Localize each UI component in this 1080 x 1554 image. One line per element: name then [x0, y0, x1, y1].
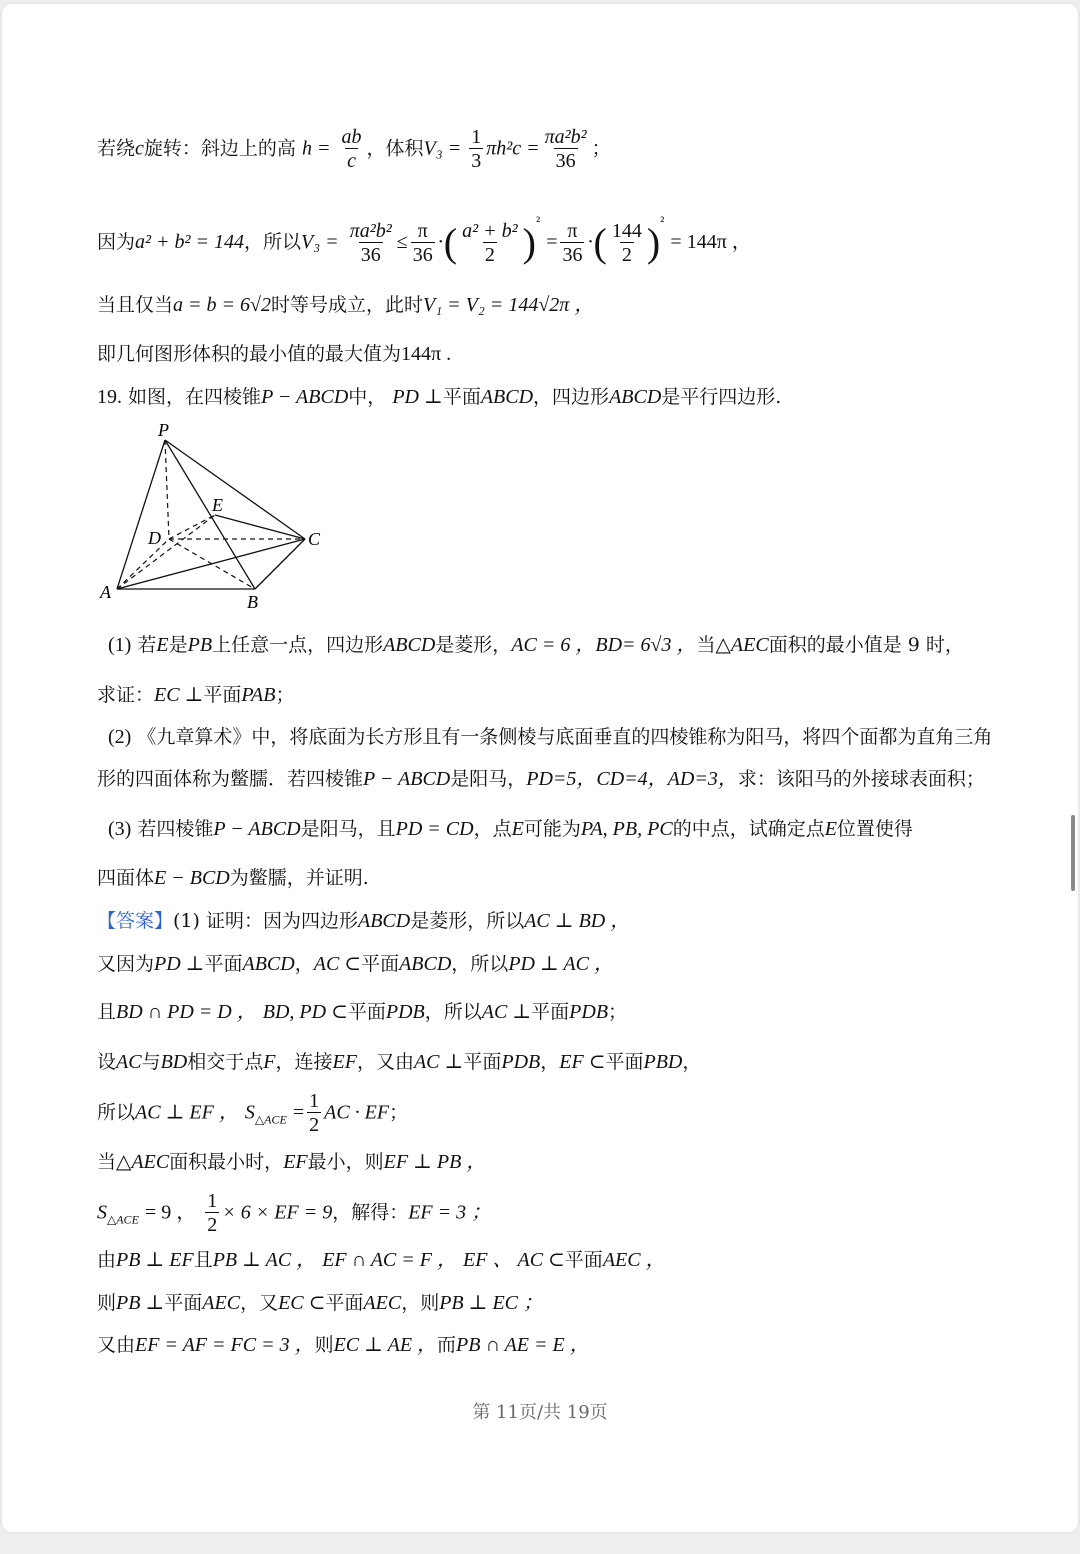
part-1-line-1: [108, 632, 964, 658]
solution-line-3: [97, 292, 594, 318]
text: 所以: [97, 1101, 136, 1124]
text: 的中点，试确定点: [672, 818, 825, 840]
math: P − ABCD: [261, 386, 349, 408]
part-3-line-2: [97, 865, 369, 891]
math: EF: [283, 1151, 308, 1173]
label-P: P: [158, 420, 169, 440]
math: PD = CD: [395, 818, 474, 840]
text: 当且仅当: [97, 294, 174, 316]
text: ，体积: [366, 137, 424, 160]
text: 因为: [97, 231, 136, 253]
math: PD ⊥ AC ，: [508, 953, 614, 975]
text: 旋转：斜边上的高: [143, 137, 296, 160]
answer-line-3: [97, 999, 627, 1025]
text: ，四边形: [533, 386, 610, 408]
answer-line-1: [97, 908, 630, 934]
math: AEC: [363, 1292, 402, 1314]
math: =: [292, 1101, 305, 1124]
part-2-line-2: [97, 766, 985, 792]
answer-line-6: [97, 1149, 486, 1175]
solution-line-4: [97, 341, 451, 367]
math: S: [244, 1101, 255, 1124]
fraction: $\frac{\text{πa²b²}}{36}$: [349, 219, 392, 266]
math: EF ⊥ PB ，: [383, 1151, 487, 1173]
math: △AEC: [715, 634, 769, 656]
text: 即几何图形体积的最小值的最大值为: [97, 343, 402, 365]
text: 上任意一点，四边形: [212, 634, 384, 656]
text: 又由: [97, 1334, 136, 1356]
text: ；: [275, 684, 295, 706]
math: E: [824, 818, 837, 840]
text: 面积最小时，: [169, 1151, 284, 1173]
text: 则: [314, 1334, 334, 1356]
text: 则: [97, 1292, 117, 1314]
text: ，: [540, 1051, 560, 1073]
answer-line-10: [97, 1332, 590, 1358]
text: 求：该阳马的外接球表面积；: [737, 768, 985, 790]
math: AC: [116, 1051, 142, 1073]
math: AC · EF: [324, 1101, 390, 1124]
math: ²: [660, 215, 665, 230]
fraction: $\frac{1}{2}$: [207, 1190, 218, 1236]
part-1-line-2: [97, 682, 295, 708]
math: E − BCD: [154, 867, 230, 889]
math: πh²c =: [486, 137, 540, 160]
math: AC ⊥ EF ，: [135, 1101, 239, 1124]
label-D: D: [148, 528, 161, 548]
fraction: $\frac{\text{a² + b²}}{2}$: [462, 219, 518, 266]
text: ；: [591, 137, 611, 160]
math: PAB: [241, 684, 276, 706]
math: V₃ =: [301, 231, 339, 253]
math: PDB: [385, 1001, 425, 1023]
paren: (: [593, 220, 607, 265]
text: 中，: [348, 386, 387, 408]
math: EF ∩ AC = F ，: [322, 1249, 457, 1271]
label-A: A: [100, 582, 111, 602]
part-label: (3): [108, 818, 132, 840]
math: PB: [187, 634, 213, 656]
text: 与: [141, 1051, 161, 1073]
math: BD, PD ⊂: [262, 1001, 348, 1023]
part-label: (1): [108, 634, 132, 656]
paren: (: [443, 220, 458, 265]
text: 设: [97, 1051, 117, 1073]
math: × 6 × EF = 9: [222, 1201, 333, 1224]
math: PD ⊥: [392, 386, 443, 408]
math: EC ⊂: [278, 1292, 326, 1314]
text: 四面体: [97, 867, 155, 889]
text: 若四棱锥: [137, 818, 214, 840]
math: E: [511, 818, 524, 840]
text: ；: [389, 1101, 409, 1124]
fraction: $\frac{\text{πa²b²}}{36}$: [544, 126, 587, 172]
math: EF 、 AC ⊂: [463, 1249, 565, 1271]
paren: ): [522, 220, 536, 265]
answer-tag: 【答案】: [97, 910, 174, 932]
math: AC = 6 ，: [511, 634, 596, 656]
text: 《九章算术》中，将底面为长方形且有一条侧棱与底面垂直的四棱锥称为阳马，将四个面都为直角三角: [137, 726, 993, 748]
math: F: [263, 1051, 276, 1073]
math: PDB: [569, 1001, 609, 1023]
part-2-line-1: [108, 724, 992, 750]
fraction: $\frac{\pi}{36}$: [412, 219, 433, 266]
text: ；: [608, 1001, 628, 1023]
text: 平面: [361, 953, 400, 975]
math: BD: [160, 1051, 188, 1073]
math: P − ABCD: [213, 818, 301, 840]
text: 是菱形，: [435, 634, 512, 656]
solution-line-1: [97, 126, 611, 173]
math: AEC: [202, 1292, 241, 1314]
math: EF ⊂: [559, 1051, 606, 1073]
math: AC ⊥: [413, 1051, 464, 1073]
text: ，解得：: [332, 1201, 409, 1224]
text: 平面: [325, 1292, 364, 1314]
math: EC ⊥: [154, 684, 204, 706]
math: E: [156, 634, 169, 656]
fraction: $\frac{144}{2}$: [611, 219, 642, 266]
text: 是菱形，所以: [410, 910, 525, 932]
text: 若绕: [97, 137, 136, 160]
math: AC ⊥ BD ，: [524, 910, 631, 932]
fraction: $\frac{\pi}{36}$: [562, 219, 583, 266]
math: ²: [535, 215, 541, 230]
fraction: $\frac{1}{2}$: [309, 1090, 320, 1136]
text: 平面: [203, 684, 242, 706]
text: 若: [137, 634, 157, 656]
math: PB ⊥: [116, 1292, 165, 1314]
scrollbar-thumb[interactable]: [1071, 815, 1075, 891]
text: 平面: [164, 1292, 203, 1314]
answer-line-2: [97, 951, 614, 977]
math: BD ∩ PD = D ，: [116, 1001, 257, 1023]
text: ，: [294, 953, 314, 975]
math: EF = AF = FC = 3 ，: [135, 1334, 315, 1356]
math: PA, PB, PC: [580, 818, 673, 840]
math: △AEC: [116, 1151, 170, 1173]
text: 且: [97, 1001, 117, 1023]
problem-19-title: [97, 384, 781, 410]
text: 又因为: [97, 953, 155, 975]
text: 是阳马，: [450, 768, 527, 790]
text: 由: [97, 1249, 117, 1271]
math: 144π .: [401, 343, 452, 365]
math: EF: [332, 1051, 357, 1073]
fraction: $\frac{1}{3}$: [471, 126, 482, 172]
answer-line-7: [97, 1190, 491, 1237]
text: 面积的最小值是 9 时，: [768, 634, 964, 656]
text: ，则: [401, 1292, 440, 1314]
text: 平面: [204, 953, 243, 975]
math: PB ∩ AE = E ，: [456, 1334, 590, 1356]
math: c: [135, 137, 144, 160]
text: (1) 证明：因为四边形: [173, 910, 358, 932]
text: ，: [682, 1051, 702, 1073]
text: 求证：: [97, 684, 155, 706]
fraction: $\frac{ab}{c}$: [341, 126, 362, 172]
math: EC ⊥ AE ，: [333, 1334, 438, 1356]
text: ，又由: [356, 1051, 414, 1073]
answer-line-9: [97, 1290, 543, 1316]
math: ABCD: [242, 953, 295, 975]
text: 可能为: [523, 818, 581, 840]
math: h =: [301, 137, 331, 160]
math: AEC ，: [602, 1249, 666, 1271]
math: PB ⊥ AC ，: [212, 1249, 317, 1271]
text: 最小，则: [307, 1151, 384, 1173]
text: 时等号成立，此时: [270, 294, 423, 316]
math: P − ABCD: [363, 768, 451, 790]
text: 相交于点: [187, 1051, 264, 1073]
text: 平面: [531, 1001, 570, 1023]
math: EF = 3 ；: [408, 1201, 492, 1224]
math: a² + b² = 144: [135, 231, 244, 253]
math: V₃ =: [423, 137, 467, 160]
paren: ): [646, 220, 661, 265]
label-B: B: [247, 592, 258, 612]
part-label: (2): [108, 726, 132, 748]
text: 形的四面体称为鳖臑．若四棱锥: [97, 768, 364, 790]
math: PBD: [643, 1051, 683, 1073]
math: ABCD: [383, 634, 436, 656]
text: 位置使得: [836, 818, 913, 840]
text: 为鳖臑，并证明.: [229, 867, 369, 889]
math: PD ⊥: [154, 953, 205, 975]
text: 平面: [564, 1249, 603, 1271]
math: PD=5，CD=4，AD=3，: [526, 768, 738, 790]
part-3-line-1: [108, 816, 913, 842]
math: PDB: [501, 1051, 541, 1073]
math: V₁ = V₂ = 144√2π ，: [423, 294, 595, 316]
math: △ACE: [107, 1212, 139, 1227]
math: ABCD: [399, 953, 452, 975]
text: ，连接: [275, 1051, 333, 1073]
math: a = b = 6√2: [173, 294, 271, 316]
text: 平面: [442, 386, 481, 408]
text: ，所以: [451, 953, 509, 975]
text: 是平行四边形.: [661, 386, 782, 408]
text: ，又: [240, 1292, 279, 1314]
text: 当: [696, 634, 716, 656]
math: ABCD: [357, 910, 411, 932]
math: AC ⊥: [481, 1001, 532, 1023]
pyramid-figure: [95, 418, 335, 618]
math: ≤: [396, 231, 408, 253]
answer-line-4: [97, 1049, 701, 1075]
problem-number: 19.: [97, 386, 122, 408]
math: = 144π ，: [670, 231, 752, 253]
math: S: [97, 1201, 107, 1224]
solution-line-2: 因为a² + b² = 144，所以V₃ = $\frac{\text{πa²b²}}{36}$ ≤ $\frac{\pi}{36}$ ·( $\frac{\text{a² + b²}}{2}$ )$^{^2}$ = $\frac{\pi}{36}$ ·( $\frac{144}{2}$ )$^{^2}$ = 144π ，: [97, 215, 752, 266]
label-E: E: [212, 495, 223, 515]
text: 当: [97, 1151, 117, 1173]
text: 平面: [463, 1051, 502, 1073]
math: AC ⊂: [313, 953, 362, 975]
text: ，所以: [424, 1001, 482, 1023]
text: ，所以: [244, 231, 302, 253]
text: 且: [193, 1249, 213, 1271]
math: BD= 6√3 ，: [595, 634, 697, 656]
math: PB ⊥ EF: [116, 1249, 194, 1271]
answer-line-8: [97, 1247, 666, 1273]
text: 是: [168, 634, 188, 656]
page-footer: 第 11页/共 19页: [472, 1402, 608, 1423]
label-C: C: [308, 529, 321, 549]
text: ，点: [473, 818, 512, 840]
answer-line-5: [97, 1090, 408, 1137]
text: 平面: [347, 1001, 386, 1023]
math: =: [546, 231, 558, 253]
math: △ACE: [254, 1112, 287, 1127]
math: ABCD: [609, 386, 662, 408]
text: 如图，在四棱锥: [128, 386, 262, 408]
text: 而: [437, 1334, 457, 1356]
math: = 9 ，: [144, 1201, 197, 1224]
math: PB ⊥ EC ；: [439, 1292, 544, 1314]
text: 平面: [605, 1051, 644, 1073]
math: ABCD: [480, 386, 534, 408]
text: 是阳马，且: [300, 818, 396, 840]
